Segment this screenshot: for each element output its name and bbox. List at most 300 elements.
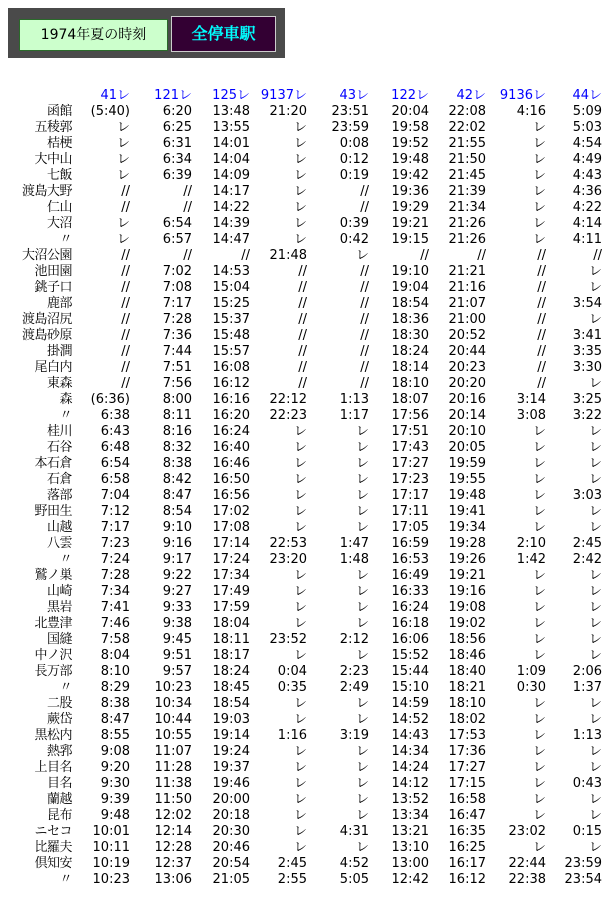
time-cell: 17:27 [391,456,429,471]
time-cell: 9:17 [162,552,192,567]
time-cell: 19:48 [448,488,486,503]
timetable-row [6,136,602,152]
time-cell: 3:54 [572,296,602,311]
train-number-header: 43レ [339,88,369,103]
time-cell: 21:20 [269,104,307,119]
time-cell: // [298,280,307,295]
time-cell: 17:53 [448,728,486,743]
time-cell: 14:43 [391,728,429,743]
time-cell: レ [532,792,546,807]
time-cell: 0:30 [516,680,546,695]
time-cell: レ [116,136,130,151]
time-cell: 14:24 [391,760,429,775]
time-cell: 17:49 [212,584,250,599]
time-cell: 0:15 [572,824,602,839]
time-cell: 1:16 [277,728,307,743]
station-name: 黒岩 [46,600,72,615]
time-cell: 10:19 [92,856,130,871]
time-cell: 1:37 [572,680,602,695]
time-cell: 6:58 [100,472,130,487]
time-cell: レ [116,232,130,247]
station-name: 大中山 [34,152,72,167]
time-cell: 6:38 [100,408,130,423]
time-cell: 19:41 [448,504,486,519]
time-cell: レ [116,216,130,231]
station-column-header [6,88,72,104]
time-cell: レ [532,744,546,759]
timetable-row [6,120,602,136]
time-cell: 8:32 [162,440,192,455]
time-cell: レ [293,168,307,183]
time-cell: 23:02 [508,824,546,839]
station-name: 掛澗 [46,344,72,359]
time-cell: レ [355,616,369,631]
time-cell: 9:45 [162,632,192,647]
time-cell: 21:55 [448,136,486,151]
time-cell: (6:36) [90,392,130,407]
time-cell: 16:18 [391,616,429,631]
time-cell: 21:00 [448,312,486,327]
time-cell: 18:54 [391,296,429,311]
time-cell: レ [293,824,307,839]
time-cell: 16:08 [212,360,250,375]
time-cell: レ [355,792,369,807]
time-cell: 8:10 [100,664,130,679]
time-cell: 17:27 [448,760,486,775]
time-cell: 19:46 [212,776,250,791]
timetable-row [6,776,602,792]
time-cell: 7:17 [100,520,130,535]
time-cell: 2:45 [572,536,602,551]
time-cell: 18:21 [448,680,486,695]
time-cell: 19:10 [391,264,429,279]
time-cell: レ [588,520,602,535]
station-name: 仁山 [46,200,72,215]
station-name: 八雲 [46,536,72,551]
time-cell: 8:47 [162,488,192,503]
time-cell: 10:55 [154,728,192,743]
station-name: 野田生 [34,504,72,519]
time-cell: // [420,248,429,263]
time-cell: 19:15 [391,232,429,247]
time-cell: レ [355,712,369,727]
time-cell: // [121,296,130,311]
time-cell: 12:28 [154,840,192,855]
time-cell: レ [293,696,307,711]
time-cell: レ [532,520,546,535]
time-cell: 17:17 [391,488,429,503]
time-cell: // [121,184,130,199]
time-cell: // [360,376,369,391]
time-cell: 23:59 [331,120,369,135]
time-cell: 16:59 [391,536,429,551]
time-cell: // [537,264,546,279]
time-cell: レ [293,120,307,135]
time-cell: // [360,200,369,215]
time-cell: 4:54 [572,136,602,151]
time-cell: 3:03 [572,488,602,503]
time-cell: 6:54 [162,216,192,231]
time-cell: 17:24 [212,552,250,567]
time-cell: 8:11 [162,408,192,423]
all-stops-button[interactable]: 全停車駅 [171,16,276,52]
time-cell: レ [588,840,602,855]
time-cell: レ [532,728,546,743]
time-cell: 0:12 [339,152,369,167]
time-cell: // [241,248,250,263]
time-cell: // [183,248,192,263]
time-cell: 21:39 [448,184,486,199]
time-cell: // [121,376,130,391]
station-name: 山崎 [46,584,72,599]
time-cell: 7:46 [100,616,130,631]
timetable-row [6,760,602,776]
time-cell: 10:23 [154,680,192,695]
time-cell: 22:38 [508,872,546,887]
time-cell: 7:17 [162,296,192,311]
time-cell: 20:20 [448,376,486,391]
station-name: 黒松内 [34,728,72,743]
time-cell: レ [355,568,369,583]
time-cell: 17:11 [391,504,429,519]
timetable-row [6,824,602,840]
time-cell: レ [116,152,130,167]
timetable-row [6,264,602,280]
timetable-row [6,808,602,824]
time-cell: // [537,344,546,359]
time-cell: 13:48 [212,104,250,119]
time-cell: レ [532,440,546,455]
time-cell: // [593,248,602,263]
time-cell: 9:22 [162,568,192,583]
time-cell: 9:39 [100,792,130,807]
time-cell: 18:14 [391,360,429,375]
time-cell: 3:08 [516,408,546,423]
time-cell: レ [293,488,307,503]
station-name: 銚子口 [34,280,72,295]
time-cell: 13:21 [391,824,429,839]
time-cell: // [121,344,130,359]
time-cell: 0:19 [339,168,369,183]
station-name: 〃 [59,872,72,887]
time-cell: レ [293,504,307,519]
time-cell: 10:01 [92,824,130,839]
time-cell: 10:44 [154,712,192,727]
time-cell: 3:25 [572,392,602,407]
time-cell: 8:55 [100,728,130,743]
train-number-header: 121レ [154,88,192,103]
station-name: 渡島砂原 [21,328,72,343]
time-cell: // [537,360,546,375]
time-cell: レ [293,760,307,775]
time-cell: // [121,328,130,343]
station-name: 中ノ沢 [34,648,72,663]
time-cell: レ [355,472,369,487]
timetable-row [6,600,602,616]
time-cell: レ [588,696,602,711]
time-cell: 18:02 [448,712,486,727]
time-cell: レ [588,792,602,807]
time-cell: 10:11 [92,840,130,855]
station-name: 蕨岱 [46,712,72,727]
time-cell: 19:14 [212,728,250,743]
time-cell: レ [293,200,307,215]
station-name: 比羅夫 [34,840,72,855]
time-cell: // [537,376,546,391]
time-cell: 7:44 [162,344,192,359]
time-cell: 21:07 [448,296,486,311]
train-number-header: 9137レ [260,88,307,103]
time-cell: 0:08 [339,136,369,151]
time-cell: 15:52 [391,648,429,663]
timetable-row [6,296,602,312]
timetable-row [6,712,602,728]
train-number-header: 42レ [456,88,486,103]
time-cell: 4:36 [572,184,602,199]
time-cell: 4:49 [572,152,602,167]
time-cell: 17:43 [391,440,429,455]
time-cell: // [183,184,192,199]
time-cell: 1:09 [516,664,546,679]
time-cell: 16:58 [448,792,486,807]
timetable-row [6,200,602,216]
time-cell: 19:08 [448,600,486,615]
season-title-tab[interactable]: 1974年夏の時刻 [19,19,168,51]
time-cell: 1:13 [339,392,369,407]
time-cell: 21:16 [448,280,486,295]
time-cell: 6:39 [162,168,192,183]
time-cell: 20:44 [448,344,486,359]
time-cell: レ [355,840,369,855]
time-cell: レ [355,440,369,455]
time-cell: レ [532,760,546,775]
time-cell: // [121,248,130,263]
timetable-row [6,520,602,536]
time-cell: 11:07 [154,744,192,759]
station-name: 昆布 [46,808,72,823]
time-cell: レ [588,504,602,519]
time-cell: 8:42 [162,472,192,487]
timetable-row [6,232,602,248]
time-cell: レ [293,232,307,247]
time-cell: 8:16 [162,424,192,439]
time-cell: 18:10 [391,376,429,391]
timetable-row [6,632,602,648]
time-cell: 9:51 [162,648,192,663]
time-cell: 5:09 [572,104,602,119]
time-cell: レ [532,232,546,247]
time-cell: レ [293,840,307,855]
time-cell: 15:04 [212,280,250,295]
station-name: 落部 [46,488,72,503]
time-cell: 8:47 [100,712,130,727]
time-cell: 8:38 [100,696,130,711]
time-cell: レ [532,120,546,135]
time-cell: 21:34 [448,200,486,215]
time-cell: 6:57 [162,232,192,247]
time-cell: 19:37 [212,760,250,775]
time-cell: レ [588,600,602,615]
time-cell: レ [588,456,602,471]
time-cell: レ [355,600,369,615]
time-cell: 1:48 [339,552,369,567]
time-cell: レ [588,712,602,727]
time-cell: レ [355,648,369,663]
time-cell: レ [355,424,369,439]
time-cell: 20:52 [448,328,486,343]
station-name: 〃 [59,232,72,247]
time-cell: 3:14 [516,392,546,407]
time-cell: 18:24 [212,664,250,679]
time-cell: レ [293,472,307,487]
time-cell: 19:28 [448,536,486,551]
time-cell: 22:12 [269,392,307,407]
time-cell: 19:26 [448,552,486,567]
time-cell: (5:40) [90,104,130,119]
time-cell: 2:55 [277,872,307,887]
time-cell: 20:10 [448,424,486,439]
time-cell: レ [588,264,602,279]
station-name: 山越 [46,520,72,535]
time-cell: 21:50 [448,152,486,167]
time-cell: レ [293,184,307,199]
time-cell: 19:24 [212,744,250,759]
time-cell: // [121,280,130,295]
time-cell: 12:14 [154,824,192,839]
time-cell: 16:35 [448,824,486,839]
time-cell: 11:50 [154,792,192,807]
station-name: 石倉 [46,472,72,487]
timetable-row [6,664,602,680]
time-cell: 7:41 [100,600,130,615]
time-cell: 19:02 [448,616,486,631]
time-cell: 16:50 [212,472,250,487]
time-cell: 18:10 [448,696,486,711]
time-cell: レ [293,648,307,663]
station-name: 東森 [46,376,72,391]
time-cell: // [121,360,130,375]
time-cell: レ [588,760,602,775]
time-cell: レ [355,504,369,519]
time-cell: レ [532,568,546,583]
time-cell: 9:16 [162,536,192,551]
time-cell: 3:22 [572,408,602,423]
time-cell: 1:42 [516,552,546,567]
time-cell: 7:58 [100,632,130,647]
time-cell: レ [588,648,602,663]
time-cell: 0:04 [277,664,307,679]
timetable-row [6,728,602,744]
time-cell: 4:16 [516,104,546,119]
time-cell: レ [532,632,546,647]
time-cell: 16:12 [212,376,250,391]
timetable-row [6,872,602,888]
time-cell: レ [293,440,307,455]
time-cell: 0:42 [339,232,369,247]
time-cell: 14:22 [212,200,250,215]
time-cell: 9:27 [162,584,192,599]
time-cell: レ [293,520,307,535]
station-name: ニセコ [34,824,72,839]
time-cell: レ [532,424,546,439]
time-cell: 17:34 [212,568,250,583]
time-cell: 15:10 [391,680,429,695]
time-cell: 2:23 [339,664,369,679]
time-cell: 8:29 [100,680,130,695]
timetable-row [6,552,602,568]
time-cell: 23:54 [564,872,602,887]
time-cell: 15:25 [212,296,250,311]
time-cell: レ [355,808,369,823]
time-cell: // [298,376,307,391]
time-cell: // [537,328,546,343]
time-cell: 18:24 [391,344,429,359]
time-cell: 6:20 [162,104,192,119]
station-name: 大沼公園 [21,248,72,263]
station-name: 〃 [59,408,72,423]
time-cell: // [298,344,307,359]
time-cell: レ [116,120,130,135]
time-cell: 5:05 [339,872,369,887]
time-cell: レ [293,712,307,727]
time-cell: 13:52 [391,792,429,807]
time-cell: 14:53 [212,264,250,279]
time-cell: // [477,248,486,263]
time-cell: 7:28 [162,312,192,327]
time-cell: 14:34 [391,744,429,759]
time-cell: 7:34 [100,584,130,599]
time-cell: 19:58 [391,120,429,135]
timetable-row [6,504,602,520]
time-cell: 12:37 [154,856,192,871]
time-cell: 13:55 [212,120,250,135]
time-cell: 16:53 [391,552,429,567]
time-cell: レ [293,152,307,167]
time-cell: 20:18 [212,808,250,823]
time-cell: // [360,184,369,199]
time-cell: 18:54 [212,696,250,711]
time-cell: レ [293,792,307,807]
time-cell: 11:28 [154,760,192,775]
time-cell: 7:51 [162,360,192,375]
time-cell: 20:46 [212,840,250,855]
time-cell: 19:21 [391,216,429,231]
time-cell: 16:33 [391,584,429,599]
train-number-header-row [6,88,602,104]
time-cell: レ [588,744,602,759]
time-cell: レ [588,616,602,631]
station-name: 〃 [59,552,72,567]
timetable-row [6,312,602,328]
time-cell: レ [532,456,546,471]
time-cell: レ [532,648,546,663]
timetable-row [6,392,602,408]
time-cell: レ [293,568,307,583]
time-cell: 13:06 [154,872,192,887]
time-cell: 14:04 [212,152,250,167]
timetable-row [6,152,602,168]
time-cell: レ [532,488,546,503]
time-cell: レ [588,808,602,823]
time-cell: レ [532,216,546,231]
time-cell: レ [588,312,602,327]
header-tabs [8,8,285,58]
time-cell: レ [116,168,130,183]
timetable-row [6,472,602,488]
time-cell: 13:00 [391,856,429,871]
timetable-row [6,104,602,120]
time-cell: 14:39 [212,216,250,231]
